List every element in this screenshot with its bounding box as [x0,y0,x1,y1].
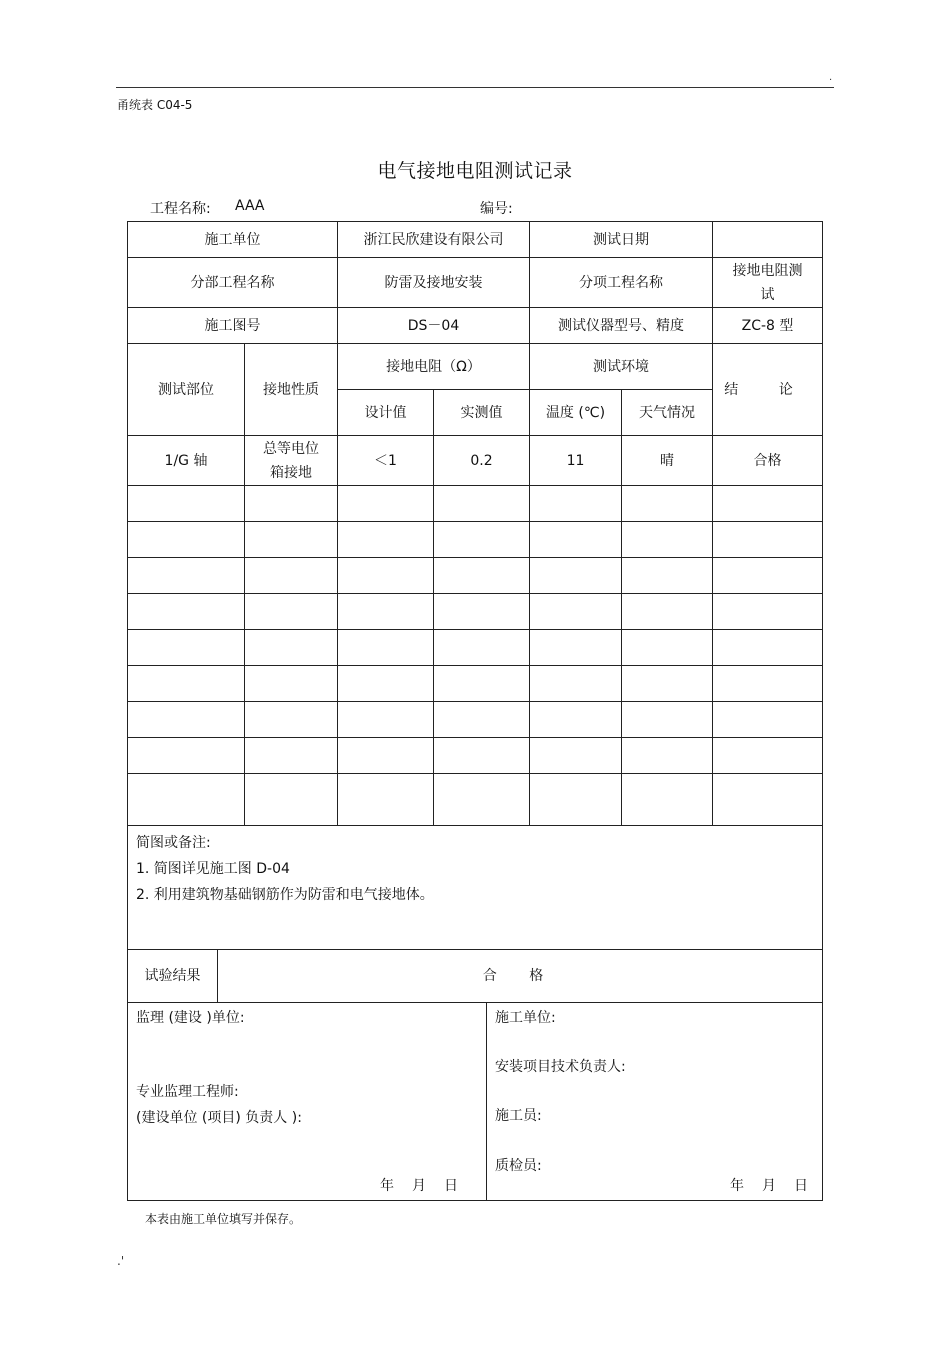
cell-measured-value: 0.2 [434,436,530,486]
year-label: 年 [730,1178,744,1194]
test-date-value [713,222,823,258]
empty-row [128,630,823,666]
bottom-mark: .' [117,1254,125,1268]
column-header-row-1 [128,344,823,390]
test-record-table [127,221,823,1201]
drawing-no-value: DS－04 [338,308,530,344]
signature-row [128,1003,823,1201]
month-label: 月 [762,1178,776,1194]
construction-date [712,1174,808,1198]
test-date-label: 测试日期 [530,222,713,258]
form-code: 甬统表 C04-5 [117,98,193,112]
remarks-label: 简图或备注: [136,835,211,851]
result-value-text: 合 格 [482,968,558,984]
table-row [128,436,823,486]
cell-grounding-type-line1: 总等电位 [263,440,319,457]
remarks-row [128,826,823,950]
construction-unit-sign-label: 施工单位: [495,1010,556,1026]
quality-inspector-label: 质检员: [495,1158,542,1174]
col-design-value: 设计值 [338,390,434,436]
supervision-engineer-label: 专业监理工程师: [136,1084,239,1100]
supervision-date [362,1174,458,1198]
month-label: 月 [412,1178,426,1194]
info-row-1 [128,222,823,258]
install-tech-lead-label: 安装项目技术负责人: [495,1059,626,1075]
drawing-no-label: 施工图号 [128,308,338,344]
instrument-value: ZC-8 型 [713,308,823,344]
remarks-cell [128,826,823,950]
cell-location: 1/G 轴 [128,436,245,486]
construction-unit-label: 施工单位 [128,222,338,258]
signature-subtable [128,1003,822,1200]
year-label: 年 [380,1178,394,1194]
remarks-line-2: 2. 利用建筑物基础钢筋作为防雷和电气接地体。 [136,887,434,903]
col-environment-group: 测试环境 [530,344,713,390]
col-resistance-group: 接地电阻（Ω） [338,344,530,390]
day-label: 日 [794,1178,808,1194]
construction-sign-block [487,1003,823,1200]
serial-number-label: 编号: [480,201,513,217]
item-project-label: 分项工程名称 [530,258,713,308]
item-project-value-line1: 接地电阻测 [732,262,803,279]
footnote: 本表由施工单位填写并保存。 [145,1212,302,1226]
owner-responsible-label: (建设单位 (项目) 负责人 ): [136,1110,302,1126]
result-subtable [128,950,822,1002]
day-label: 日 [444,1178,458,1194]
empty-row [128,594,823,630]
cell-weather: 晴 [622,436,713,486]
page-title: 电气接地电阻测试记录 [377,160,573,182]
info-row-3 [128,308,823,344]
result-label: 试验结果 [128,950,218,1002]
col-conclusion [713,344,823,436]
empty-row [128,666,823,702]
col-measured-value: 实测值 [434,390,530,436]
empty-row [128,522,823,558]
empty-row [128,774,823,826]
empty-row [128,486,823,522]
col-weather: 天气情况 [622,390,713,436]
project-name-label: 工程名称: [150,201,211,217]
constructor-label: 施工员: [495,1108,542,1124]
remarks-line-1: 1. 简图详见施工图 D-04 [136,861,290,877]
supervision-sign-block [128,1003,487,1200]
cell-conclusion: 合格 [713,436,823,486]
info-row-2 [128,258,823,308]
result-row [128,950,823,1003]
empty-row [128,558,823,594]
sub-project-label: 分部工程名称 [128,258,338,308]
sub-project-value: 防雷及接地安装 [338,258,530,308]
cell-design-value: ＜1 [338,436,434,486]
empty-row [128,738,823,774]
item-project-value-line2: 试 [760,286,775,303]
supervision-unit-label: 监理 (建设 )单位: [136,1010,245,1026]
empty-row [128,702,823,738]
construction-unit-value: 浙江民欣建设有限公司 [338,222,530,258]
project-name-value: AAA [235,198,265,214]
cell-grounding-type-line2: 箱接地 [270,464,312,481]
result-value [218,950,823,1002]
top-dot-mark: . [829,72,833,83]
cell-temperature: 11 [530,436,622,486]
col-grounding-type: 接地性质 [245,344,338,436]
col-location: 测试部位 [128,344,245,436]
item-project-value [713,258,823,308]
instrument-label: 测试仪器型号、精度 [530,308,713,344]
cell-grounding-type [245,436,338,486]
col-conclusion-text: 结 论 [724,381,811,398]
header-rule [116,87,834,88]
col-temperature: 温度 (℃) [530,390,622,436]
